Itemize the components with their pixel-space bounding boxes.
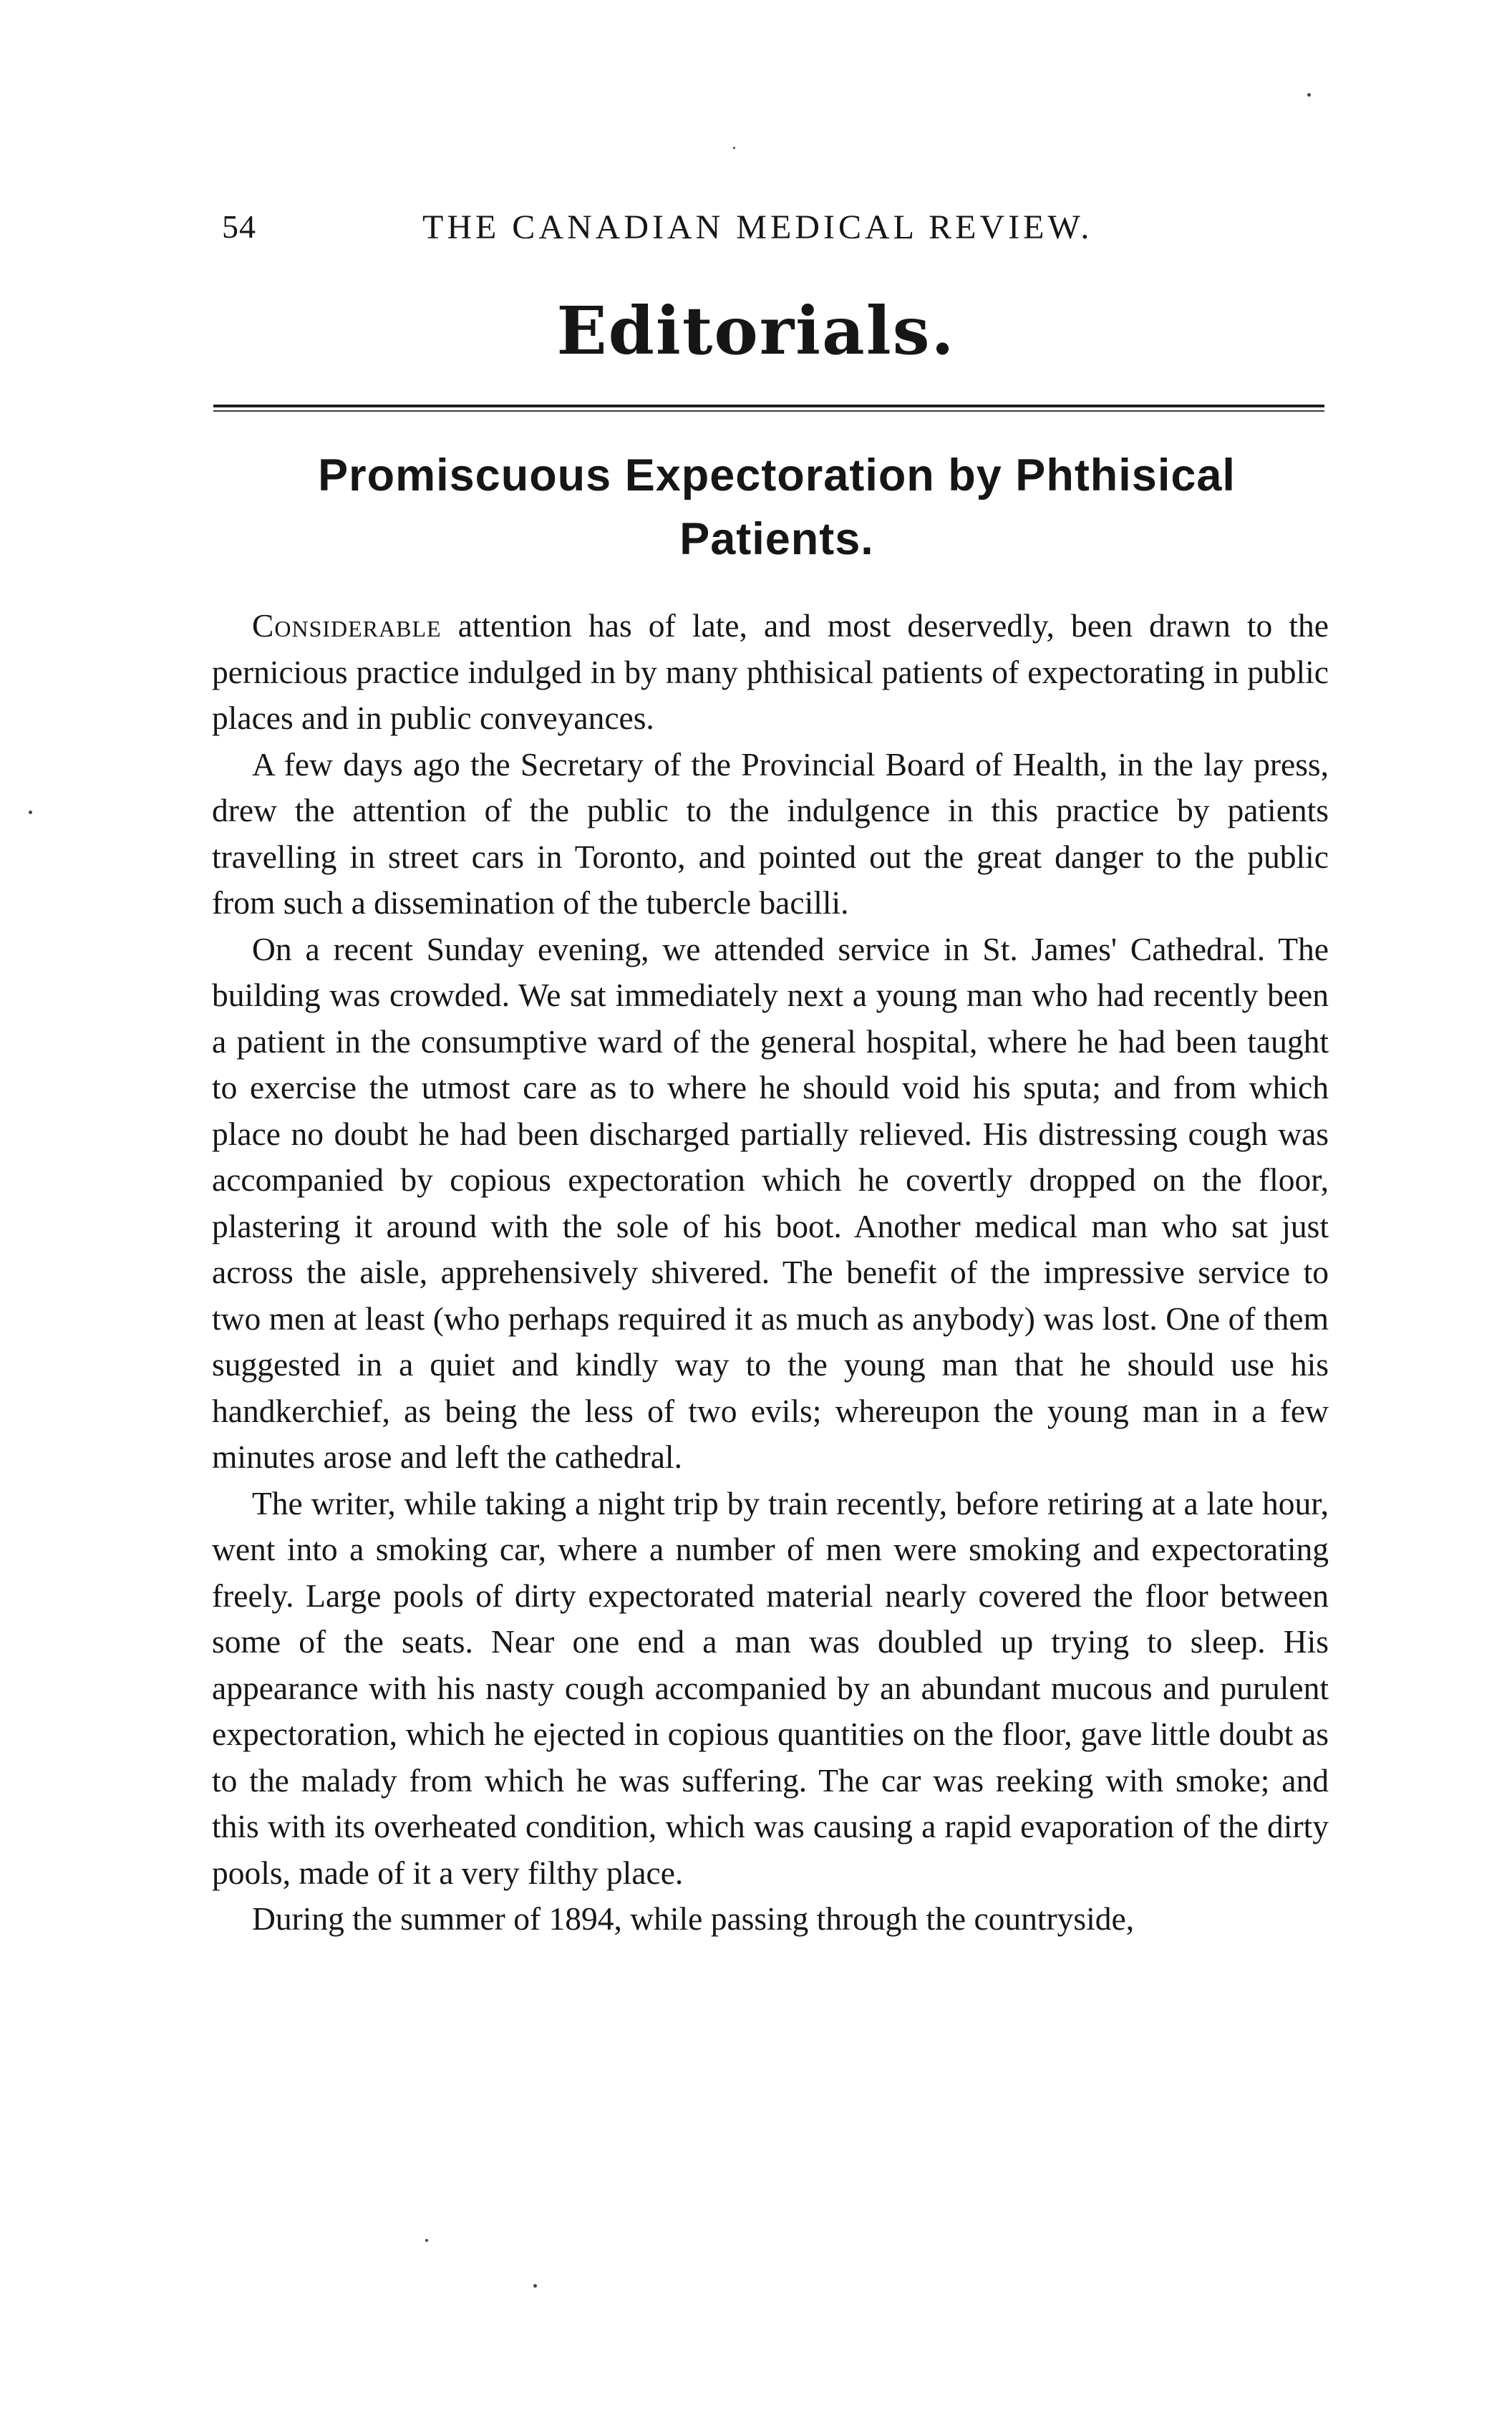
paragraph-lead: Considerable — [252, 607, 442, 644]
paragraph — [212, 927, 1329, 1481]
paragraph-text: The writer, while taking a night trip by train recently, before retiring at a late hour, went into a smoking car, where a number of men were smoking and expectorating freely. Large pools of dirty expectorated material nearly covered the floor between some of the seats. Near one end a man was doubled up trying to sleep. His appearance with his nasty cough accompanied by an abundant mucous and purulent expectoration, which he ejected in copious quantities on the floor, gave little doubt as to the malady from which he was suffering. The car was reeking with smoke; and this with its overheated condition, which was causing a rapid evaporation of the dirty pools, made of it a very filthy place. — [212, 1484, 1329, 1891]
paragraph-text: On a recent Sunday evening, we attended service in St. James' Cathedral. The building was crowded. We sat immediately next a young man who had recently been a patient in the consumptive ward of the general hospital, where he had been taught to exercise the utmost care as to where he should void his sputa; and from which place no doubt he had been discharged partially relieved. His distressing cough was accompanied by copious expectoration which he covertly dropped on the floor, plastering it around with the sole of his boot. Another medical man who sat just across the aisle, apprehensively shivered. The benefit of the impressive service to two men at least (who perhaps required it as much as anybody) was lost. One of them suggested in a quiet and kindly way to the young man that he should use his handkerchief, as being the less of two evils; whereupon the young man in a few minutes arose and left the cathedral. — [212, 930, 1329, 1475]
paragraph-text: attention has of late, and most deservedly, been drawn to the pernicious practice indulged in by many phthisical patients of expectorating in public places and in public conveyances. — [212, 607, 1329, 736]
paragraph-text: During the summer of 1894, while passing through the countryside, — [252, 1900, 1135, 1937]
paragraph — [212, 1481, 1329, 1897]
scan-speck — [29, 811, 32, 814]
paragraph — [212, 603, 1329, 742]
page-header — [208, 208, 1324, 258]
running-title: THE CANADIAN MEDICAL REVIEW. — [422, 208, 1093, 246]
paragraph-text: A few days ago the Secretary of the Provincial Board of Health, in the lay press, drew the attention of the public to the indulgence in this practice by patients travelling in street cars in Toronto, and pointed out the great danger to the public from such a dissemination of the tubercle bacilli. — [212, 745, 1329, 921]
paragraph — [212, 742, 1329, 927]
article-title: Promiscuous Expectoration by Phthisical Patients. — [318, 450, 1236, 564]
scan-speck — [1307, 93, 1311, 97]
paragraph — [212, 1896, 1329, 1943]
section-title: Editorials. — [556, 292, 956, 369]
scan-speck — [425, 2239, 428, 2242]
title-rule — [213, 405, 1324, 412]
scan-speck — [733, 147, 735, 149]
page-number: 54 — [222, 208, 256, 245]
scan-speck — [533, 2284, 537, 2288]
article-body — [212, 603, 1329, 1943]
